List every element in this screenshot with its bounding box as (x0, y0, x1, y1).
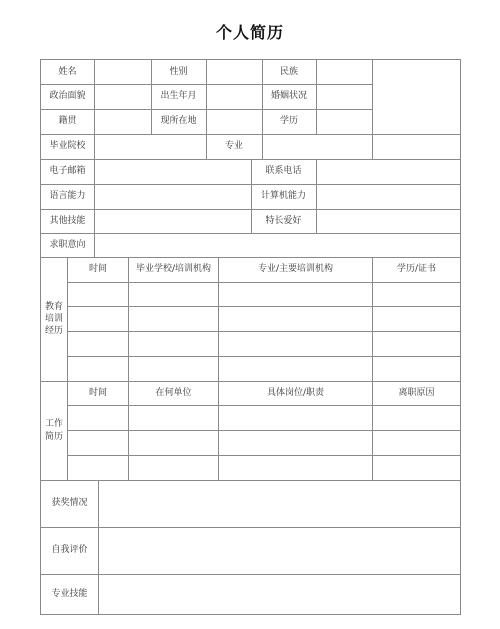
col-divider (128, 257, 129, 480)
phone-label: 联系电话 (265, 166, 302, 177)
work-label-line: 工作 (44, 419, 63, 430)
row-divider (67, 282, 460, 283)
birth-date-label: 出生年月 (160, 91, 197, 102)
resume-form (40, 59, 461, 615)
work-header-time: 时间 (88, 387, 107, 398)
birth-date-field[interactable] (207, 84, 262, 109)
graduate-school-field[interactable] (95, 134, 206, 159)
page-title: 个人简历 (215, 23, 284, 42)
name-label: 姓名 (58, 66, 77, 77)
email-label: 电子邮箱 (49, 166, 86, 177)
awards-field[interactable] (99, 480, 460, 527)
work-label-line: 简历 (44, 431, 63, 442)
residence-label: 现所在地 (160, 116, 197, 127)
row-divider (67, 331, 460, 332)
education-header-school: 毕业学校/培训机构 (135, 264, 212, 275)
major-label: 专业 (224, 141, 243, 152)
education-label-line: 教育 (44, 301, 63, 312)
job-objective-label: 求职意向 (49, 239, 86, 250)
row-divider (67, 430, 460, 431)
work-section-label (41, 381, 67, 480)
professional-skills-field[interactable] (99, 574, 460, 614)
marital-status-field[interactable] (317, 84, 372, 109)
awards-label: 获奖情况 (51, 498, 88, 509)
other-skills-field[interactable] (95, 209, 251, 233)
marital-status-label: 婚姻状况 (270, 91, 307, 102)
education-header-major: 专业/主要培训机构 (257, 264, 334, 275)
education-label-line: 培训 (44, 313, 63, 324)
language-skills-label: 语言能力 (49, 191, 86, 202)
education-level-field[interactable] (317, 109, 372, 134)
name-field[interactable] (95, 60, 151, 84)
ethnicity-field[interactable] (317, 60, 372, 84)
row-divider (67, 306, 460, 307)
work-header-employer: 在何单位 (155, 387, 192, 398)
phone-field[interactable] (317, 159, 460, 184)
computer-skills-label: 计算机能力 (260, 191, 306, 202)
work-header-position: 具体岗位/职责 (266, 387, 325, 398)
education-level-label: 学历 (279, 116, 298, 127)
other-skills-label: 其他技能 (49, 215, 86, 226)
ethnicity-label: 民族 (279, 66, 298, 77)
education-section-label (41, 257, 67, 381)
major-field[interactable] (263, 134, 372, 159)
photo-area[interactable] (373, 60, 460, 159)
language-skills-field[interactable] (95, 184, 251, 209)
row-divider (67, 455, 460, 456)
political-status-field[interactable] (95, 84, 151, 109)
row-divider (67, 405, 460, 406)
work-header-leave-reason: 离职原因 (398, 387, 435, 398)
row-divider (67, 356, 460, 357)
native-place-field[interactable] (95, 109, 151, 134)
gender-field[interactable] (207, 60, 262, 84)
residence-field[interactable] (207, 109, 262, 134)
self-evaluation-label: 自我评价 (51, 545, 88, 556)
col-divider (67, 257, 68, 480)
native-place-label: 籍贯 (58, 116, 77, 127)
education-label-line: 经历 (44, 326, 63, 337)
col-divider (372, 257, 373, 480)
professional-skills-label: 专业技能 (51, 588, 88, 599)
education-header-degree: 学历/证书 (396, 264, 437, 275)
self-evaluation-field[interactable] (99, 527, 460, 574)
gender-label: 性别 (169, 66, 188, 77)
email-field[interactable] (95, 159, 251, 184)
political-status-label: 政治面貌 (49, 91, 86, 102)
graduate-school-label: 毕业院校 (49, 141, 86, 152)
hobbies-label: 特长爱好 (265, 215, 302, 226)
job-objective-field[interactable] (95, 233, 460, 257)
computer-skills-field[interactable] (317, 184, 460, 209)
hobbies-field[interactable] (317, 209, 460, 233)
col-divider (218, 257, 219, 480)
education-header-time: 时间 (88, 264, 107, 275)
